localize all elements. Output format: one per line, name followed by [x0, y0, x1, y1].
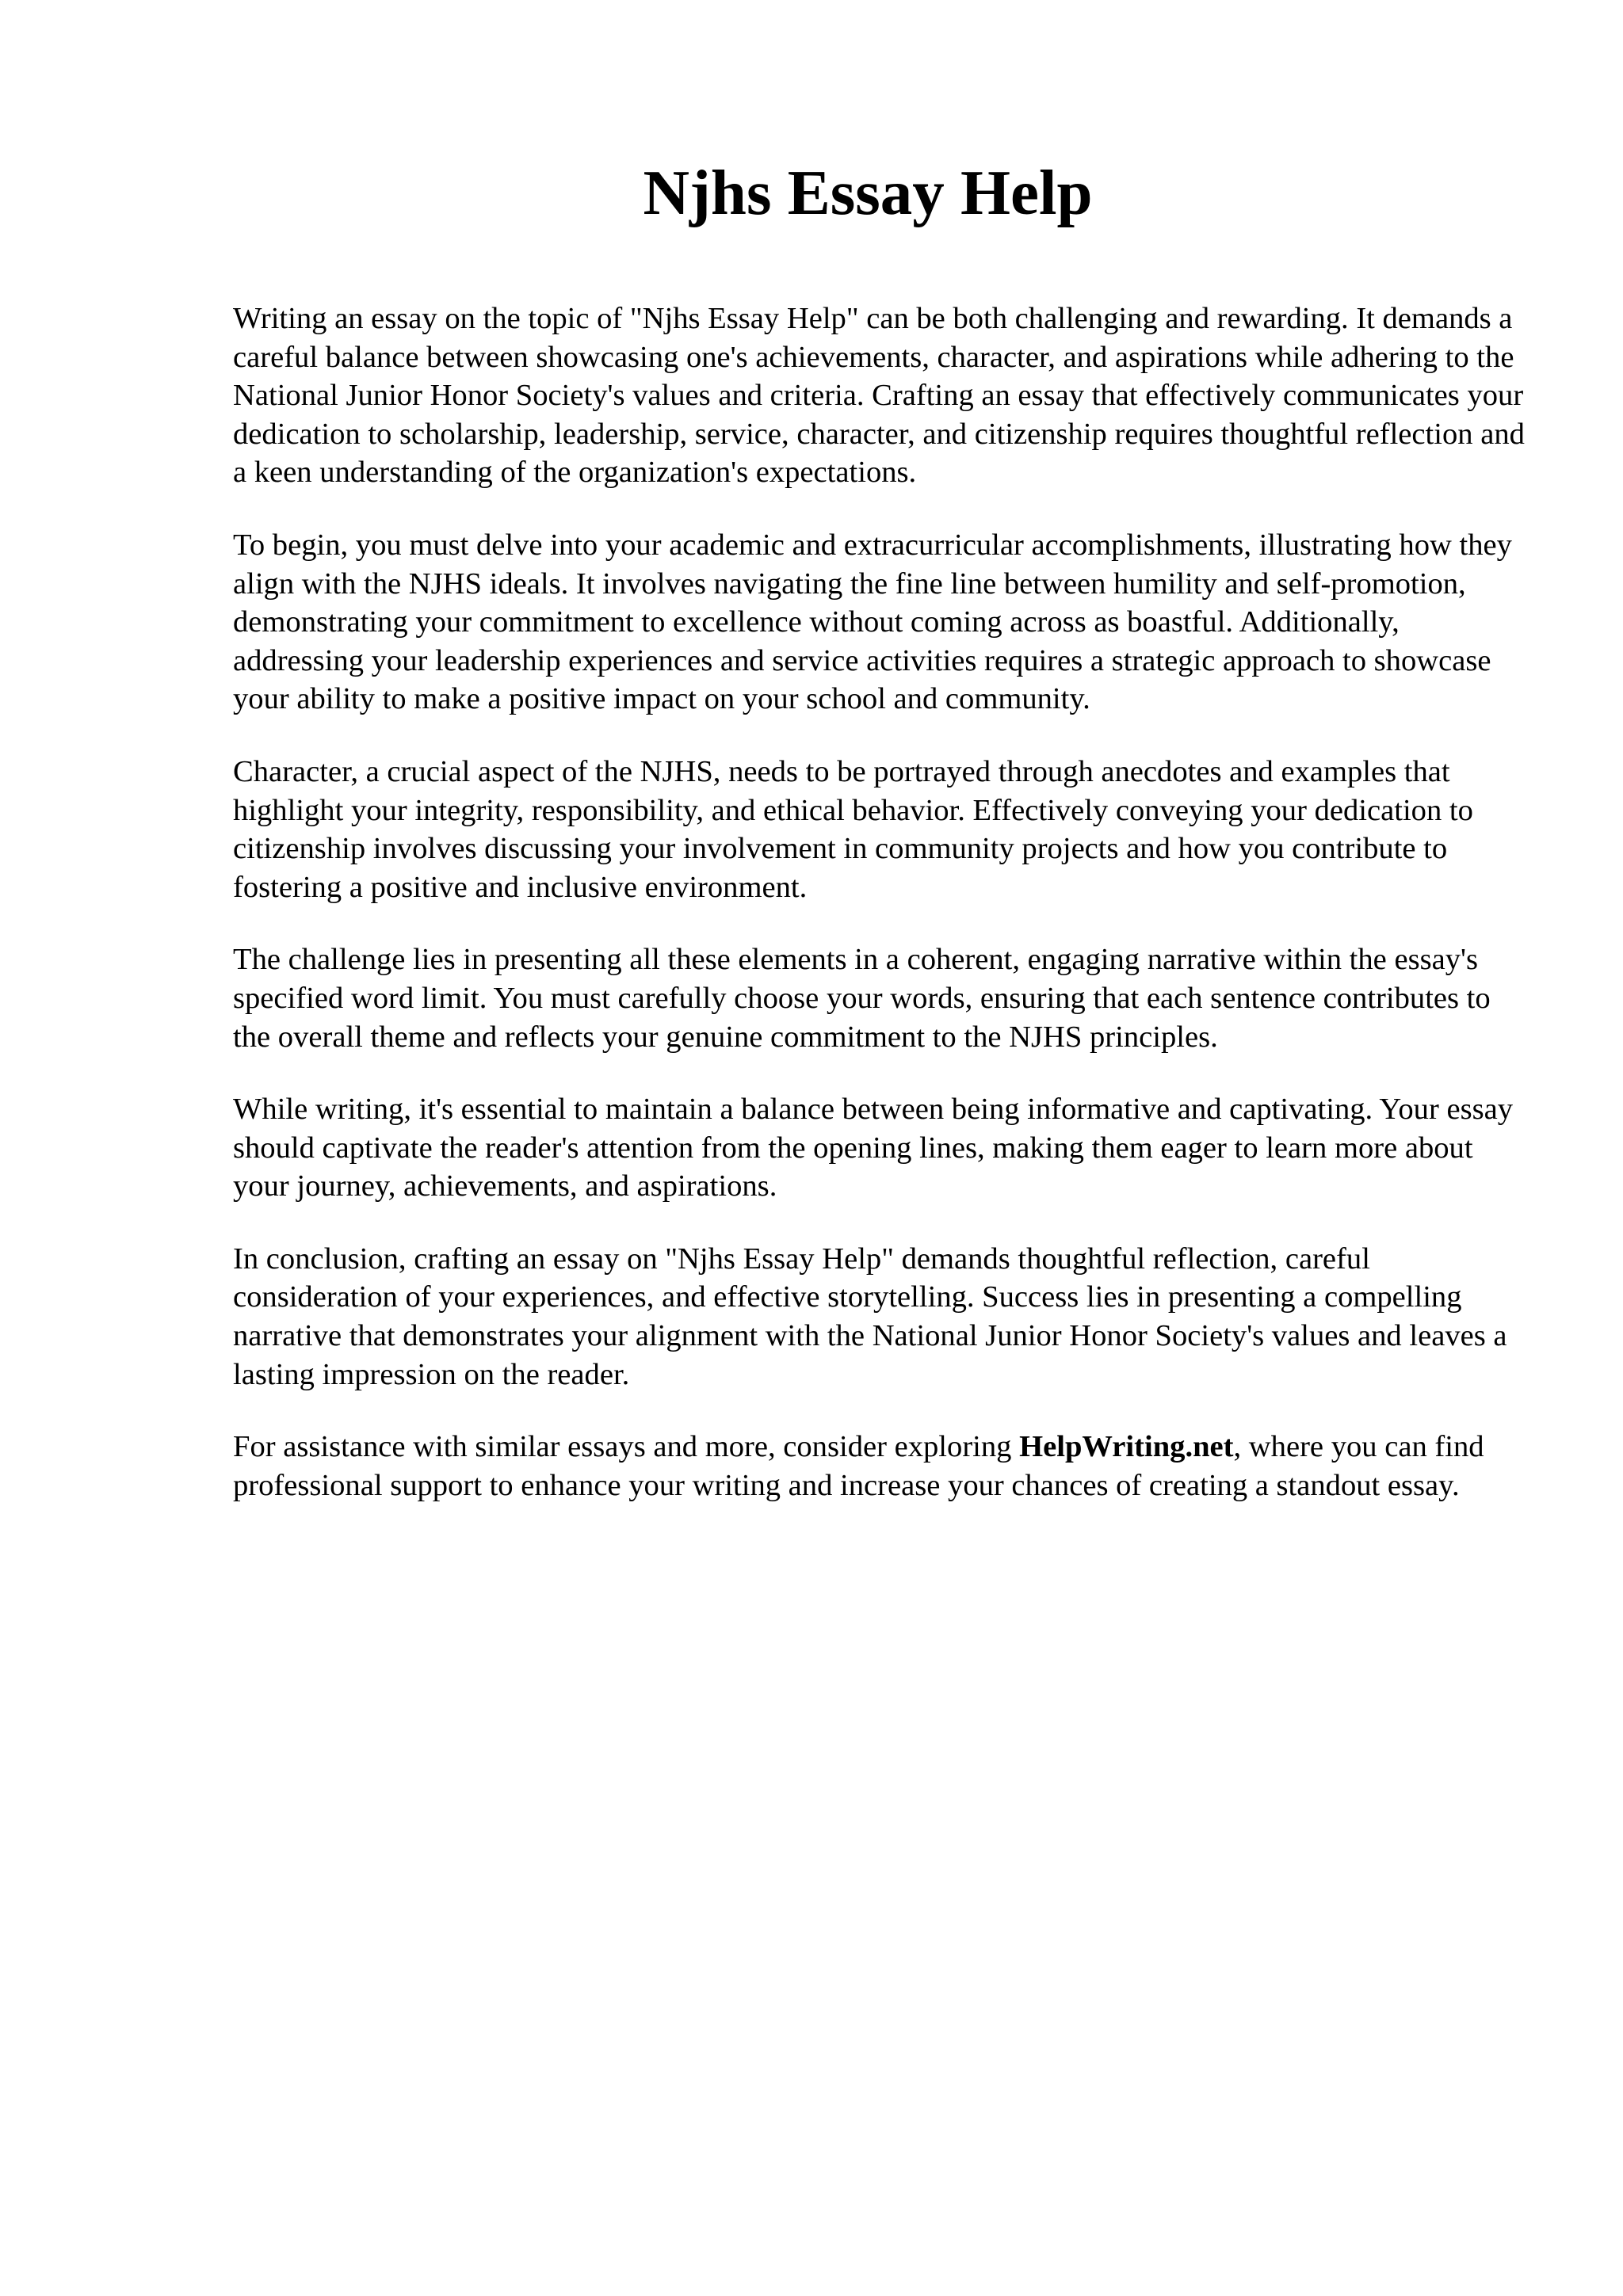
closing-text-before: For assistance with similar essays and more, consider exploring [233, 1430, 1020, 1464]
paragraph-balance: While writing, it's essential to maintain a balance between being informative and captivating. Your essay should captivate the reader's attention from the opening lines, making them eager to learn more about your journey, achievements, and aspirations. [233, 1093, 1514, 1203]
document-body [233, 299, 1533, 1539]
closing-text-after: , where you can find professional support to enhance your writing and increase your chances of creating a standout essay. [233, 1430, 1484, 1502]
paragraph-closing [233, 1428, 1533, 1505]
paragraph-conclusion: In conclusion, crafting an essay on "Njhs Essay Help" demands thoughtful reflection, careful consideration of your experiences, and effective storytelling. Success lies in presenting a compelling narrative that demonstrates your alignment with the National Junior Honor Society's values and leaves a lasting impression on the reader. [233, 1241, 1507, 1391]
document-title: Njhs Essay Help [643, 157, 1093, 228]
paragraph-intro: Writing an essay on the topic of "Njhs Essay Help" can be both challenging and rewarding. It demands a careful balance between showcasing one's achievements, character, and aspirations while adhering to the National Junior Honor Society's values and criteria. Crafting an essay that effectively communicates your dedication to scholarship, leadership, service, character, and citizenship requires thoughtful reflection and a keen understanding of the organization's expectations. [233, 302, 1525, 490]
helpwriting-link[interactable]: HelpWriting.net [1019, 1430, 1234, 1464]
paragraph-character: Character, a crucial aspect of the NJHS, needs to be portrayed through anecdotes and examples that highlight your integrity, responsibility, and ethical behavior. Effectively conveying your dedication to citizenship involves discussing your involvement in community projects and how you contribute to fostering a positive and inclusive environment. [233, 754, 1473, 904]
paragraph-accomplishments: To begin, you must delve into your academic and extracurricular accomplishments, illustrating how they align with the NJHS ideals. It involves navigating the fine line between humility and self-promotion, demonstrating your commitment to excellence without coming across as boastful. Additionally, addressing your leadership experiences and service activities requires a strategic approach to showcase your ability to make a positive impact on your school and community. [233, 528, 1512, 716]
paragraph-challenge: The challenge lies in presenting all these elements in a coherent, engaging narrative within the essay's specified word limit. You must carefully choose your words, ensuring that each sentence contributes to the overall theme and reflects your genuine commitment to the NJHS principles. [233, 943, 1491, 1054]
